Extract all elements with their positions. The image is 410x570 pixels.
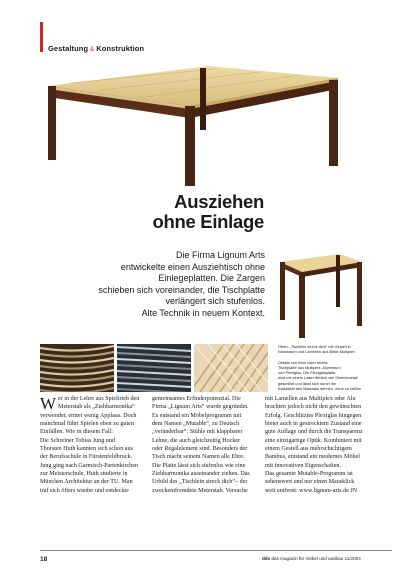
body-line: Die Platte lässt sich stufenlos wie eine [152, 462, 246, 469]
body-line: eine einzigartige Optik. Kombiniert mit [265, 437, 362, 444]
section-label [48, 44, 144, 53]
caption-line: Elastizität des Materials dehnen, ohne zu reißen [278, 386, 362, 392]
body-line: einem Gestell aus mehrschichtigem [265, 446, 352, 453]
body-line: verwendet, erntet wenig Applaus. Doch [40, 412, 137, 419]
body-line: Tisch macht seinem Namen alle Ehre. [152, 454, 245, 461]
main-table-photo [40, 62, 342, 186]
body-line: Lehne, die auch gleichzeitig Hocker [152, 437, 241, 444]
lead-paragraph [96, 250, 265, 319]
body-line: Die Schreiner Tobias Jung und [40, 437, 115, 444]
body-line: oder Regalelement sind. Besonders der [152, 446, 248, 453]
body-line: sehenswert und nur einen Mausklick [265, 479, 355, 486]
body-line: Einfällen. Wie in diesem Fall: [40, 429, 113, 436]
body-line: mit innovativen Eigenschaften. [265, 462, 341, 469]
section-label-amp: & [90, 47, 95, 53]
photo-caption [278, 344, 390, 391]
lead-line: schieben sich voreinander, die Tischplatte [98, 284, 265, 295]
body-line: bietet auch in gestrecktem Zustand eine [265, 421, 362, 428]
caption-line: wird mit einem Laser ähnlich wie Streichmetall [278, 375, 358, 381]
page-number: 18 [40, 556, 48, 563]
body-line: dem Namen „Mutable“, zu Deutsch [152, 421, 240, 428]
detail-photo-aluminium [117, 344, 191, 392]
caption-line: Oben: „Tischlein streck dich“ mit Gestell in [278, 344, 351, 349]
body-line: brachten jedoch nicht den gewünschten [265, 404, 362, 411]
body-line: zur Meisterschule, Huth studierte in [40, 471, 128, 478]
article-headline [130, 192, 264, 232]
caption-line: Nussbaum und Lamellen aus Birke-Multiplex [278, 349, 355, 355]
footer-text: das magazin für möbel und ausbau 11/2004 [271, 556, 361, 561]
body-line: zweckentfremdete Meterstab. Versuche [152, 487, 248, 494]
lead-line: Die Firma Lignum Arts [175, 250, 265, 260]
dropcap: W [40, 394, 57, 413]
caption-line: geschlitzt und lässt sich durch die [278, 380, 336, 386]
footer-credit [262, 556, 361, 561]
body-line: Thorsten Huth kannten sich schon aus [40, 446, 133, 453]
body-line: weit entfernt: www.lignum-arts.de JN [265, 487, 358, 494]
body-line: gute Auflage und durch die Transparenz [265, 429, 363, 436]
section-label-b: Konstruktion [96, 44, 145, 53]
body-line: Bambus, entstand ein modernes Möbel [265, 454, 360, 461]
caption-line: Details von links nach rechts: [278, 359, 329, 365]
body-line: der Berufsschule in Fürstenfeldbruck. [40, 454, 133, 461]
headline-line: ohne Einlage [152, 211, 264, 232]
lead-line: Einlegeplatten. Die Zargen [158, 273, 265, 283]
body-column-1 [40, 395, 150, 495]
body-line: gemeinsames Erfinderpotenzial. Die [152, 396, 241, 402]
caption-line: und Plexiglas. Die Plexiglasplatte [278, 370, 336, 376]
headline-line: Ausziehen [174, 191, 264, 212]
small-table-photo [278, 252, 364, 340]
body-column-3 [265, 395, 375, 495]
body-line: München Architektur an der TU. Man [40, 479, 133, 486]
caption-line: Tischplatte aus Multiplex, Aluminium [278, 364, 341, 370]
body-line: Jung ging nach Garmisch-Partenkirchen [40, 462, 138, 469]
lead-line: entwickelte einen Ausziehtisch ohne [120, 261, 265, 272]
body-line: Meterstab als „Ziehharmonika“ [58, 404, 135, 411]
body-line: Ziehharmonika auseinander ziehen. Das [152, 471, 250, 478]
body-line: Firma „Lignum Arts“ wurde gegründet. [152, 404, 249, 411]
body-line: traf sich öfters wieder und entdeckte [40, 487, 129, 494]
detail-photo-plexiglas [194, 344, 268, 392]
body-line: Das gesamte Mutable-Programm ist [265, 471, 353, 478]
body-line: Urbild des „Tischlein streck dich“– der [152, 479, 248, 486]
body-column-2 [152, 395, 262, 495]
section-marker [40, 22, 43, 52]
section-label-a: Gestaltung [48, 44, 89, 53]
lead-line: verlängert sich stufenlos. [165, 296, 265, 306]
lead-line: Alte Technik in neuem Kontext. [141, 307, 265, 318]
detail-photo-multiplex [40, 344, 114, 392]
body-line: „veränderbar“: Stühle mit klappbarer [152, 429, 243, 436]
footer-mag: dds [262, 556, 271, 561]
body-line: er in der Lehre aus Spieltrieb den [58, 396, 140, 402]
body-line: mit Lamellen aus Multiplex oder Alu [265, 396, 356, 402]
body-line: Erfolg. Geschlitztes Plexiglas hingegen [265, 412, 362, 419]
body-line: manchmal führt Spielen eben zu guten [40, 421, 134, 428]
footer-rule [40, 550, 392, 551]
body-line: Es entstand ein Möbelprogramm mit [152, 412, 242, 419]
